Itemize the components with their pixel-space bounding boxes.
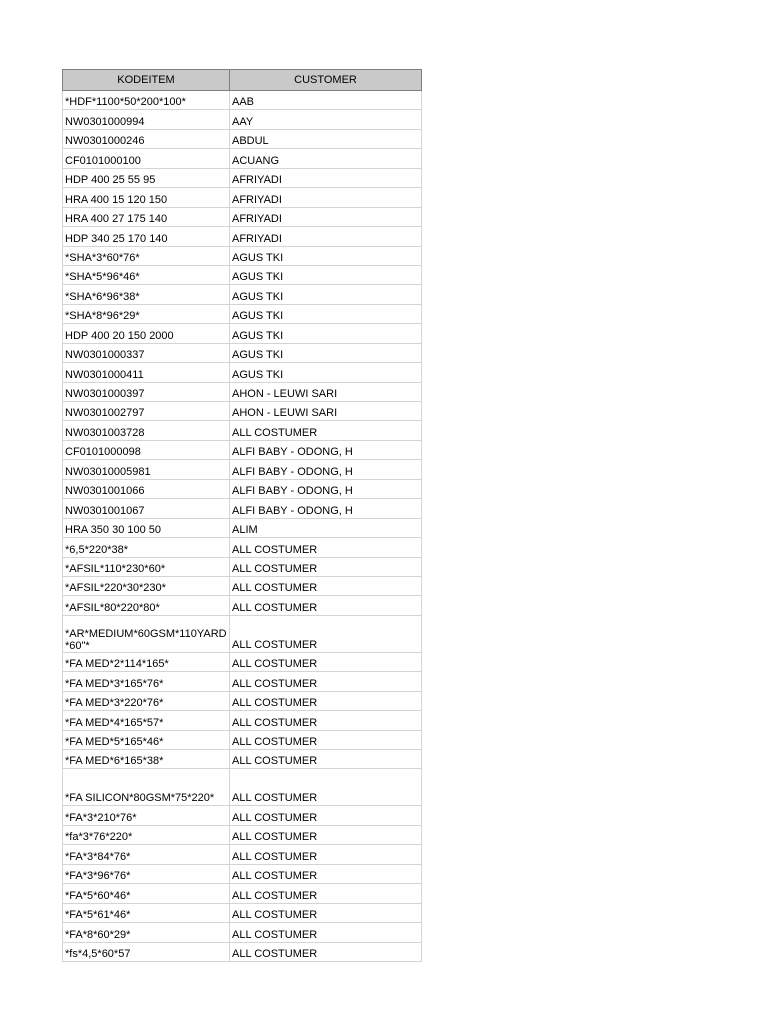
customer-cell[interactable]: AGUS TKI [230, 324, 422, 343]
kodeitem-cell[interactable]: HRA 400 15 120 150 [63, 188, 230, 207]
table-row [63, 363, 422, 382]
customer-cell[interactable]: ALL COSTUMER [230, 557, 422, 576]
kodeitem-cell[interactable]: HDP 400 20 150 2000 [63, 324, 230, 343]
header-customer[interactable]: CUSTOMER [230, 70, 422, 91]
table-row [63, 149, 422, 168]
kodeitem-cell[interactable]: *FA MED*2*114*165* [63, 652, 230, 671]
customer-cell[interactable]: ALL COSTUMER [230, 864, 422, 883]
table-row [63, 557, 422, 576]
table-row [63, 304, 422, 323]
table-row [63, 538, 422, 557]
kodeitem-cell[interactable]: *fs*4,5*60*57 [63, 942, 230, 961]
kodeitem-cell[interactable]: *FA*3*210*76* [63, 806, 230, 825]
table-row [63, 884, 422, 903]
kodeitem-cell[interactable]: HDP 400 25 55 95 [63, 168, 230, 187]
kodeitem-cell[interactable]: NW0301001067 [63, 499, 230, 518]
kodeitem-cell[interactable]: *HDF*1100*50*200*100* [63, 91, 230, 110]
customer-cell[interactable]: ALL COSTUMER [230, 576, 422, 595]
table-row [63, 672, 422, 691]
customer-cell[interactable]: AAY [230, 110, 422, 129]
customer-cell[interactable]: ALFI BABY - ODONG, H [230, 479, 422, 498]
kodeitem-cell[interactable]: *FA MED*6*165*38* [63, 750, 230, 769]
kodeitem-cell[interactable]: NW0301003728 [63, 421, 230, 440]
customer-cell[interactable]: AGUS TKI [230, 285, 422, 304]
table-row [63, 499, 422, 518]
customer-cell[interactable]: AGUS TKI [230, 363, 422, 382]
table-row [63, 825, 422, 844]
table-row [63, 440, 422, 459]
kodeitem-cell[interactable]: NW0301000337 [63, 343, 230, 362]
table-row [63, 518, 422, 537]
customer-cell[interactable]: ALL COSTUMER [230, 750, 422, 769]
customer-cell[interactable]: ALL COSTUMER [230, 711, 422, 730]
table-row [63, 168, 422, 187]
kodeitem-cell[interactable]: *FA SILICON*80GSM*75*220* [63, 769, 230, 806]
customer-cell[interactable]: ALL COSTUMER [230, 596, 422, 615]
table-row [63, 382, 422, 401]
kodeitem-cell[interactable]: *SHA*6*96*38* [63, 285, 230, 304]
kodeitem-cell[interactable]: *FA*5*61*46* [63, 903, 230, 922]
kodeitem-cell[interactable]: NW0301000994 [63, 110, 230, 129]
customer-cell[interactable]: ALL COSTUMER [230, 903, 422, 922]
table-row [63, 845, 422, 864]
kodeitem-cell[interactable]: *FA MED*5*165*46* [63, 730, 230, 749]
customer-cell[interactable]: ALL COSTUMER [230, 538, 422, 557]
kodeitem-cell[interactable]: NW0301000246 [63, 129, 230, 148]
table-row [63, 324, 422, 343]
table-row [63, 129, 422, 148]
customer-cell[interactable]: ALFI BABY - ODONG, H [230, 440, 422, 459]
customer-cell[interactable]: AFRIYADI [230, 168, 422, 187]
table-row [63, 750, 422, 769]
kodeitem-cell[interactable]: *FA MED*4*165*57* [63, 711, 230, 730]
customer-cell[interactable]: ALFI BABY - ODONG, H [230, 499, 422, 518]
table-row [63, 265, 422, 284]
customer-cell[interactable]: AHON - LEUWI SARI [230, 402, 422, 421]
customer-cell[interactable]: AFRIYADI [230, 207, 422, 226]
table-row [63, 246, 422, 265]
table-row [63, 285, 422, 304]
kodeitem-cell[interactable]: CF0101000100 [63, 149, 230, 168]
kodeitem-cell[interactable]: *SHA*5*96*46* [63, 265, 230, 284]
table-row [63, 691, 422, 710]
spreadsheet-table [62, 69, 422, 962]
customer-cell[interactable]: ALL COSTUMER [230, 923, 422, 942]
customer-cell[interactable]: ALL COSTUMER [230, 806, 422, 825]
kodeitem-cell[interactable]: HRA 350 30 100 50 [63, 518, 230, 537]
kodeitem-cell[interactable]: NW03010005981 [63, 460, 230, 479]
table-row [63, 421, 422, 440]
table-row [63, 596, 422, 615]
table-row [63, 343, 422, 362]
customer-cell[interactable]: AGUS TKI [230, 265, 422, 284]
customer-cell[interactable]: AFRIYADI [230, 188, 422, 207]
customer-cell[interactable]: ALL COSTUMER [230, 421, 422, 440]
table-row [63, 576, 422, 595]
kodeitem-cell[interactable]: *FA*5*60*46* [63, 884, 230, 903]
table-row [63, 942, 422, 961]
customer-cell[interactable]: ALIM [230, 518, 422, 537]
table-row [63, 227, 422, 246]
table-row [63, 806, 422, 825]
table-row [63, 903, 422, 922]
customer-cell[interactable]: ALL COSTUMER [230, 825, 422, 844]
customer-cell[interactable]: AGUS TKI [230, 304, 422, 323]
customer-cell[interactable]: ALFI BABY - ODONG, H [230, 460, 422, 479]
table-row [63, 460, 422, 479]
customer-cell[interactable]: AFRIYADI [230, 227, 422, 246]
customer-cell[interactable]: ACUANG [230, 149, 422, 168]
kodeitem-cell[interactable]: *SHA*3*60*76* [63, 246, 230, 265]
kodeitem-cell[interactable]: *AFSIL*110*230*60* [63, 557, 230, 576]
customer-cell[interactable]: ALL COSTUMER [230, 769, 422, 806]
kodeitem-cell[interactable]: *AFSIL*80*220*80* [63, 596, 230, 615]
kodeitem-cell[interactable]: *AFSIL*220*30*230* [63, 576, 230, 595]
table-row [63, 188, 422, 207]
header-kodeitem[interactable]: KODEITEM [63, 70, 230, 91]
customer-cell[interactable]: AGUS TKI [230, 343, 422, 362]
table-row [63, 923, 422, 942]
kodeitem-cell[interactable]: *FA*3*84*76* [63, 845, 230, 864]
customer-cell[interactable]: ABDUL [230, 129, 422, 148]
customer-cell[interactable]: ALL COSTUMER [230, 845, 422, 864]
customer-cell[interactable]: ALL COSTUMER [230, 615, 422, 652]
customer-cell[interactable]: ALL COSTUMER [230, 652, 422, 671]
table-row [63, 615, 422, 652]
kodeitem-cell[interactable]: *fa*3*76*220* [63, 825, 230, 844]
kodeitem-cell[interactable]: NW0301000397 [63, 382, 230, 401]
kodeitem-cell[interactable]: *FA*3*96*76* [63, 864, 230, 883]
kodeitem-cell[interactable]: HRA 400 27 175 140 [63, 207, 230, 226]
table-row [63, 402, 422, 421]
kodeitem-cell[interactable]: NW0301002797 [63, 402, 230, 421]
table-row [63, 652, 422, 671]
table-row [63, 730, 422, 749]
table-row [63, 769, 422, 806]
table-row [63, 711, 422, 730]
table-row [63, 479, 422, 498]
customer-cell[interactable]: AGUS TKI [230, 246, 422, 265]
table-row [63, 207, 422, 226]
kodeitem-cell[interactable]: *SHA*8*96*29* [63, 304, 230, 323]
table-row [63, 110, 422, 129]
kodeitem-cell[interactable]: *FA*8*60*29* [63, 923, 230, 942]
header-row [63, 70, 422, 91]
table-row [63, 864, 422, 883]
kodeitem-cell[interactable]: *FA MED*3*165*76* [63, 672, 230, 691]
kodeitem-cell[interactable]: CF0101000098 [63, 440, 230, 459]
kodeitem-cell[interactable]: *FA MED*3*220*76* [63, 691, 230, 710]
kodeitem-cell[interactable]: *AR*MEDIUM*60GSM*110YARD*60"* [63, 615, 230, 652]
customer-cell[interactable]: ALL COSTUMER [230, 672, 422, 691]
kodeitem-cell[interactable]: HDP 340 25 170 140 [63, 227, 230, 246]
kodeitem-cell[interactable]: NW0301001066 [63, 479, 230, 498]
customer-cell[interactable]: AHON - LEUWI SARI [230, 382, 422, 401]
customer-cell[interactable]: ALL COSTUMER [230, 942, 422, 961]
kodeitem-cell[interactable]: *6,5*220*38* [63, 538, 230, 557]
customer-cell[interactable]: ALL COSTUMER [230, 730, 422, 749]
kodeitem-cell[interactable]: NW0301000411 [63, 363, 230, 382]
customer-cell[interactable]: ALL COSTUMER [230, 691, 422, 710]
customer-cell[interactable]: ALL COSTUMER [230, 884, 422, 903]
customer-cell[interactable]: AAB [230, 91, 422, 110]
table-row [63, 91, 422, 110]
